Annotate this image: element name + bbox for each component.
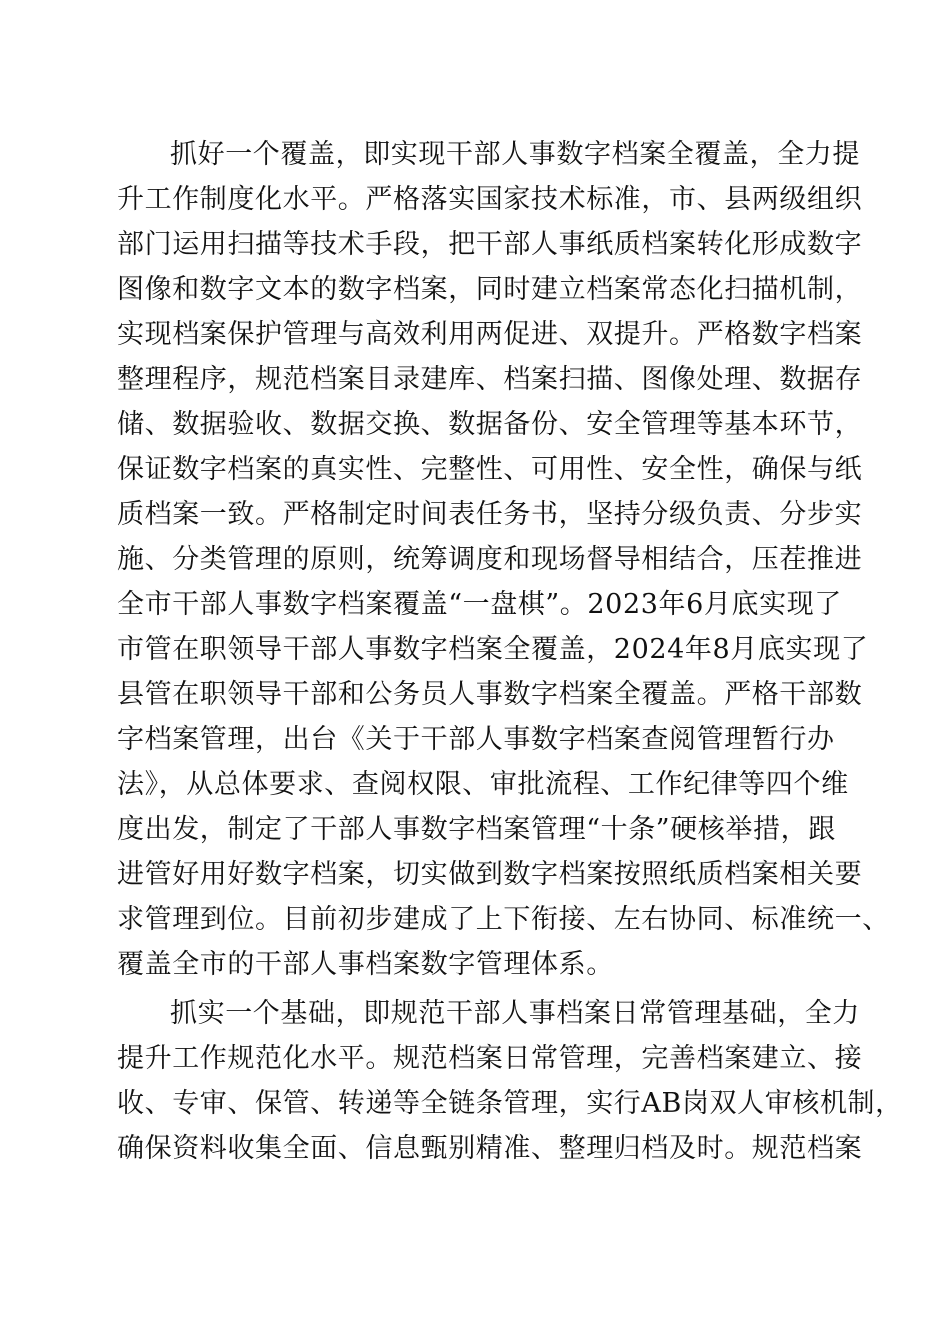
text-line: 抓好一个覆盖，即实现干部人事数字档案全覆盖，全力提 [170, 139, 860, 170]
text-line: 字档案管理，出台《关于干部人事数字档案查阅管理暂行办 [117, 724, 835, 755]
text-line: 度出发，制定了干部人事数字档案管理“十条”硬核举措，跟 [117, 814, 836, 845]
text-line: 求管理到位。目前初步建成了上下衔接、左右协同、标准统一、 [117, 904, 890, 935]
text-line: 整理程序，规范档案目录建库、档案扫描、图像处理、数据存 [117, 364, 863, 395]
text-line: 部门运用扫描等技术手段，把干部人事纸质档案转化形成数字 [117, 229, 863, 260]
text-line: 储、数据验收、数据交换、数据备份、安全管理等基本环节， [117, 409, 863, 440]
text-line: 全市干部人事数字档案覆盖“一盘棋”。2023年6月底实现了 [117, 589, 842, 620]
text-line: 确保资料收集全面、信息甄别精准、整理归档及时。规范档案 [117, 1133, 863, 1164]
text-line: 抓实一个基础，即规范干部人事档案日常管理基础，全力 [170, 998, 860, 1029]
text-line: 升工作制度化水平。严格落实国家技术标准，市、县两级组织 [117, 184, 863, 215]
text-line: 图像和数字文本的数字档案，同时建立档案常态化扫描机制， [117, 274, 863, 305]
text-line: 县管在职领导干部和公务员人事数字档案全覆盖。严格干部数 [117, 679, 863, 710]
text-line: 法》，从总体要求、查阅权限、审批流程、工作纪律等四个维 [117, 769, 849, 800]
text-line: 覆盖全市的干部人事档案数字管理体系。 [117, 949, 614, 980]
text-line: 保证数字档案的真实性、完整性、可用性、安全性，确保与纸 [117, 454, 863, 485]
text-line: 提升工作规范化水平。规范档案日常管理，完善档案建立、接 [117, 1043, 863, 1074]
text-line: 质档案一致。严格制定时间表任务书，坚持分级负责、分步实 [117, 499, 863, 530]
text-line: 进管好用好数字档案，切实做到数字档案按照纸质档案相关要 [117, 859, 863, 890]
text-line: 施、分类管理的原则，统筹调度和现场督导相结合，压茬推进 [117, 544, 863, 575]
text-line: 实现档案保护管理与高效利用两促进、双提升。严格数字档案 [117, 319, 863, 350]
text-line: 市管在职领导干部人事数字档案全覆盖，2024年8月底实现了 [117, 634, 869, 665]
text-line: 收、专审、保管、转递等全链条管理，实行AB岗双人审核机制， [117, 1088, 903, 1119]
